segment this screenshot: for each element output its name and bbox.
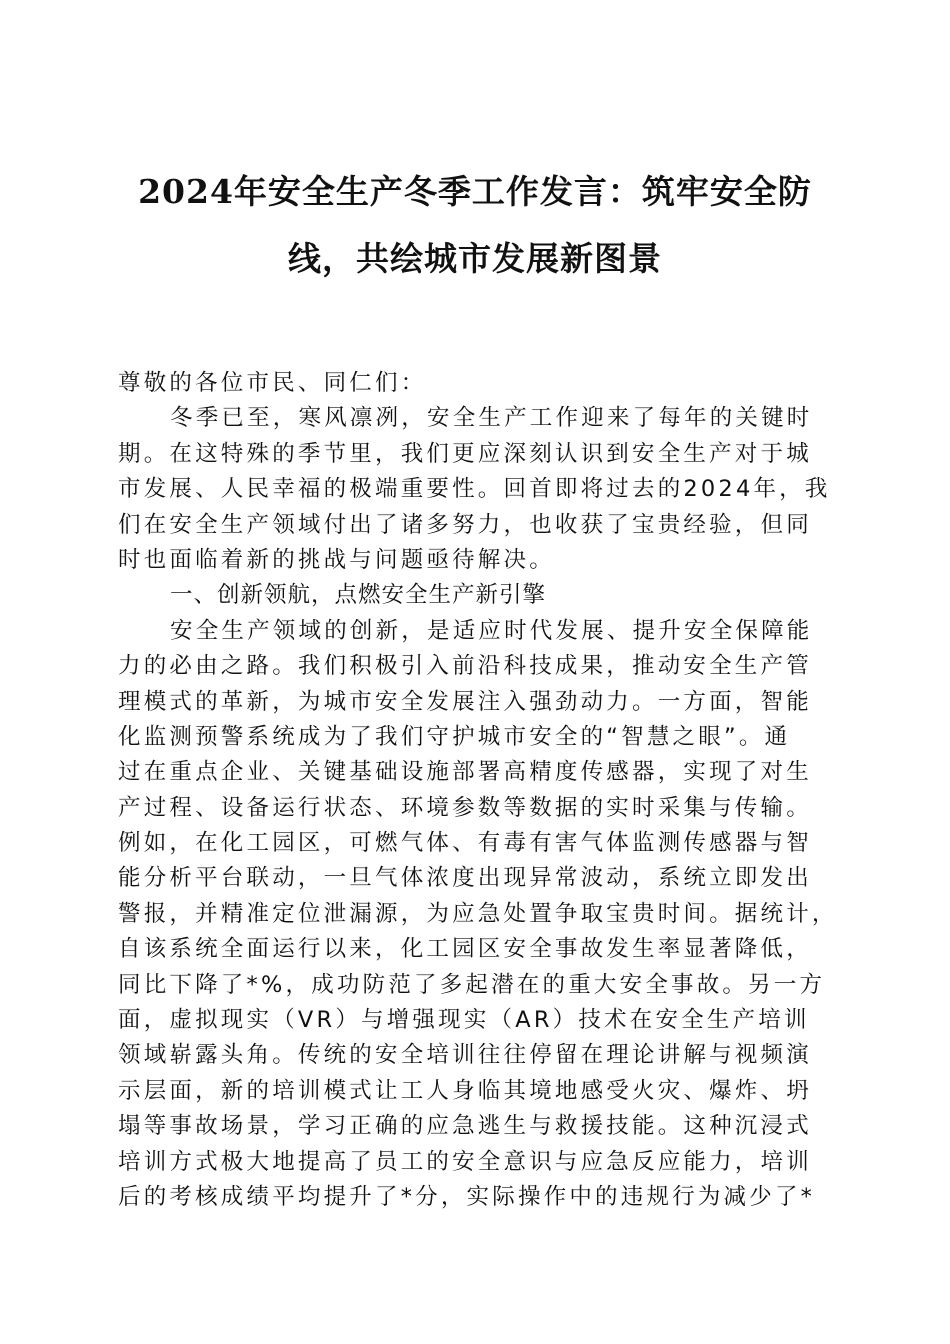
section-heading: 一、创新领航，点燃安全生产新引擎 [170, 582, 547, 609]
paragraph-line: 安全生产领域的创新，是适应时代发展、提升安全保障能 [170, 617, 813, 644]
salutation: 尊敬的各位市民、同仁们： [118, 370, 427, 396]
paragraph-line: 培训方式极大地提高了员工的安全意识与应急反应能力，培训 [118, 1148, 812, 1175]
paragraph-line: 冬季已至，寒风凛冽，安全生产工作迎来了每年的关键时 [170, 405, 813, 432]
paragraph-line: 塌等事故场景，学习正确的应急逃生与救援技能。这种沉浸式 [118, 1113, 812, 1140]
paragraph-line: 领域崭露头角。传统的安全培训往往停留在理论讲解与视频演 [118, 1042, 812, 1069]
paragraph-line: 期。在这特殊的季节里，我们更应深刻认识到安全生产对于城 [118, 440, 812, 467]
paragraph-line: 们在安全生产领域付出了诸多努力，也收获了宝贵经验，但同 [118, 511, 812, 538]
document-body [118, 366, 838, 1215]
paragraph-line: 自该系统全面运行以来，化工园区安全事故发生率显著降低， [118, 936, 812, 963]
paragraph-line: 过在重点企业、关键基础设施部署高精度传感器，实现了对生 [118, 759, 812, 786]
paragraph-line: 市发展、人民幸福的极端重要性。回首即将过去的2024年，我 [118, 476, 831, 503]
paragraph-line: 例如，在化工园区，可燃气体、有毒有害气体监测传感器与智 [118, 830, 812, 857]
paragraph-line: 力的必由之路。我们积极引入前沿科技成果，推动安全生产管 [118, 653, 812, 680]
paragraph-line: 面，虚拟现实（VR）与增强现实（AR）技术在安全生产培训 [118, 1007, 810, 1034]
paragraph-line: 后的考核成绩平均提升了*分，实际操作中的违规行为减少了* [118, 1183, 816, 1210]
paragraph-line: 产过程、设备运行状态、环境参数等数据的实时采集与传输。 [118, 794, 812, 821]
paragraph-line: 时也面临着新的挑战与问题亟待解决。 [118, 546, 555, 573]
document-title [100, 167, 850, 284]
paragraph-line: 警报，并精准定位泄漏源，为应急处置争取宝贵时间。据统计， [118, 900, 838, 927]
title-line-2: 线，共绘城市发展新图景 [288, 239, 662, 278]
paragraph-line: 同比下降了*%，成功防范了多起潜在的重大安全事故。另一方 [118, 971, 826, 998]
paragraph-line: 能分析平台联动，一旦气体浓度出现异常波动，系统立即发出 [118, 865, 812, 892]
paragraph-line: 示层面，新的培训模式让工人身临其境地感受火灾、爆炸、坍 [118, 1077, 812, 1104]
paragraph-line: 理模式的革新，为城市安全发展注入强劲动力。一方面，智能 [118, 688, 812, 715]
paragraph-line: 化监测预警系统成为了我们守护城市安全的“智慧之眼”。通 [118, 723, 791, 750]
title-line-1: 2024年安全生产冬季工作发言：筑牢安全防 [138, 172, 812, 211]
